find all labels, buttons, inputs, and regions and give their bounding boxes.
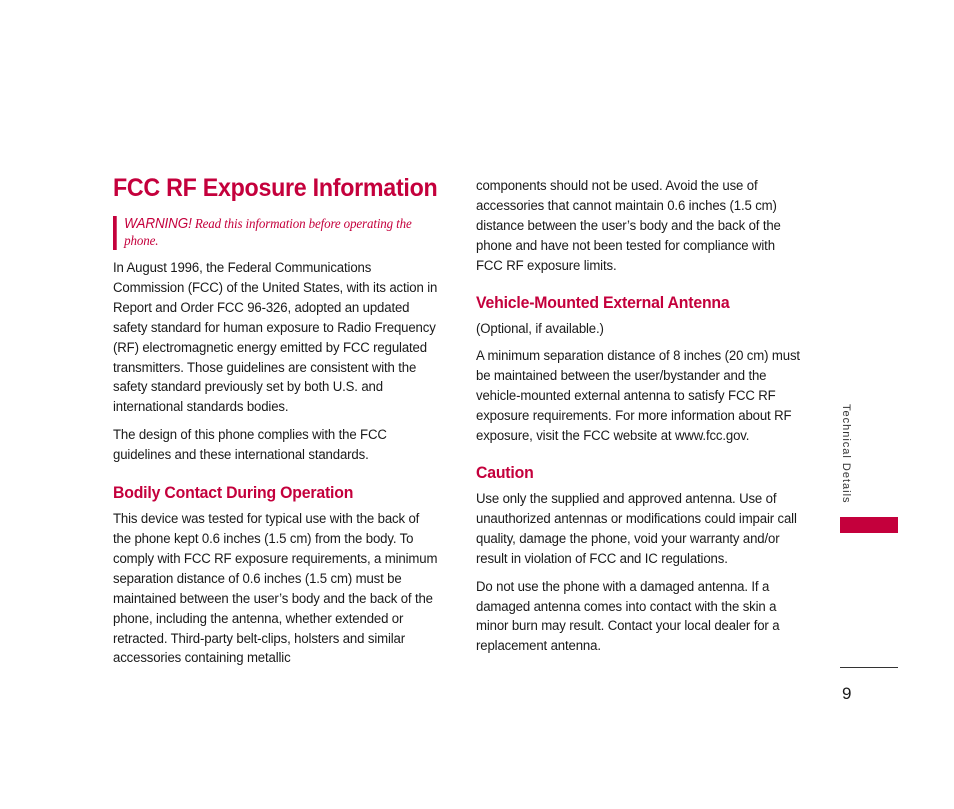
bodily-contact-heading: Bodily Contact During Operation	[113, 483, 354, 503]
right-column	[476, 177, 803, 665]
section-tab-marker	[840, 517, 898, 533]
caution-heading: Caution	[476, 462, 534, 482]
warning-label: WARNING!	[124, 216, 192, 232]
bodily-contact-paragraph: This device was tested for typical use with the back of the phone kept 0.6 inches (1.5 cm) from the body. To comply with FCC RF exposure requirements, a minimum separation distance of 0.6 inches (1.5 cm) must be maintained between the user’s body and the back of the phone, including the antenna, whether extended or retracted. Third-party belt-clips, holsters and similar accessories containing metallic	[113, 511, 438, 667]
warning-text: Read this information before operating the phone.	[124, 217, 412, 249]
vehicle-antenna-paragraph: A minimum separation distance of 8 inches (20 cm) must be maintained between the user/bystander and the vehicle-mounted external antenna to satisfy FCC RF exposure requirements. For more information about RF exposure, visit the FCC website at www.fcc.gov.	[476, 348, 800, 445]
vehicle-antenna-heading: Vehicle-Mounted External Antenna	[476, 292, 730, 312]
intro-paragraph-2: The design of this phone complies with the FCC guidelines and these international standards.	[113, 427, 387, 464]
vehicle-antenna-note: (Optional, if available.)	[476, 320, 604, 337]
page-number-divider	[840, 667, 898, 668]
left-column	[113, 172, 440, 677]
caution-paragraph-2: Do not use the phone with a damaged antenna. If a damaged antenna comes into contact with the skin a minor burn may result. Contact your local dealer for a replacement antenna.	[476, 578, 780, 655]
intro-paragraph-1: In August 1996, the Federal Communications Commission (FCC) of the United States, with its action in Report and Order FCC 96-326, adopted an updated safety standard for human exposure to Radio Frequency (RF) electromagnetic energy emitted by FCC regulated transmitters. Those guidelines are consistent with the safety standard previously set by both U.S. and international standards bodies.	[113, 260, 438, 416]
warning-callout	[113, 216, 440, 250]
caution-paragraph-1: Use only the supplied and approved antenna. Use of unauthorized antennas or modifications could impair call quality, damage the phone, void your warranty and/or result in violation of FCC and IC regulations.	[476, 490, 797, 567]
bodily-contact-continued: components should not be used. Avoid the use of accessories that cannot maintain 0.6 inches (1.5 cm) distance between the user’s body and the back of the phone and have not been tested for compliance with FCC RF exposure limits.	[476, 178, 781, 274]
page-number: 9	[842, 684, 852, 703]
page-title: FCC RF Exposure Information	[113, 174, 438, 202]
section-side-label: Technical Details	[840, 404, 852, 504]
